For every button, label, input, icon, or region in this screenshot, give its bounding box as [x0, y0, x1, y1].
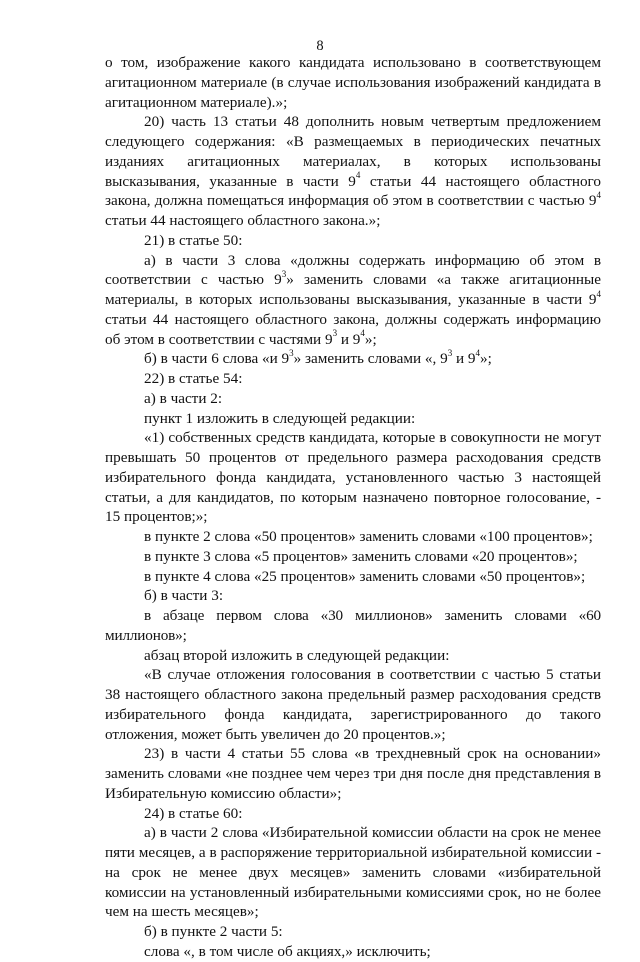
text-run: «В случае отложения голосования в соответствии с частью 5 статьи 38 настоящего областного закона предельный размер расходования средств избирательного фонда кандидата, зарегистрированного до такого отложения, может быть увеличен до 20 процентов.»;: [105, 666, 601, 743]
superscript: 3: [447, 348, 453, 359]
superscript: 3: [281, 269, 287, 280]
text-run: а) в части 3 слова «должны содержать информацию об этом в соответствии с частью 9: [105, 251, 601, 289]
superscript: 4: [360, 328, 365, 339]
paragraph: [105, 665, 601, 744]
text-run: б) в пункте 2 части 5:: [144, 923, 283, 940]
text-run: 22) в статье 54:: [144, 370, 243, 387]
paragraph: [105, 389, 601, 409]
paragraph: [105, 349, 601, 369]
text-run: 20) часть 13 статьи 48 дополнить новым четвертым предложением следующего содержания: «В размещаемых в периодических печатных изданиях агитационных материалах, в которых использованы высказывания, указанные в части 9: [105, 113, 601, 190]
text-run: а) в части 2 слова «Избирательной комиссии области на срок не менее пяти месяцев, а в распоряжение территориальной избирательной комиссии - на срок не менее двух месяцев» заменить словами «избирательной комиссии на установленный избирательными комиссиями срок, но не более чем на шесть месяцев»;: [105, 824, 601, 921]
document-body: [105, 53, 601, 962]
text-run: статьи 44 настоящего областного закона, должна помещаться информация об этом в соответствии с частью 9: [105, 172, 601, 210]
superscript: 3: [289, 348, 294, 359]
text-run: и 9: [337, 330, 361, 348]
text-run: абзац второй изложить в следующей редакции:: [144, 646, 450, 664]
paragraph: [105, 586, 601, 606]
text-run: » заменить словами «а также агитационные материалы, в которых использованы высказывания, указанные в части 9: [105, 271, 601, 308]
paragraph: [105, 428, 601, 527]
text-run: 21) в статье 50:: [144, 231, 243, 249]
text-run: статьи 44 настоящего областного закона, должны содержать информацию об этом в соответствии с частями 9: [105, 310, 601, 348]
paragraph: [105, 744, 601, 803]
text-run: пункт 1 изложить в следующей редакции:: [144, 409, 416, 427]
paragraph: [105, 527, 601, 547]
paragraph: [105, 606, 601, 646]
text-run: в пункте 2 слова «50 процентов» заменить словами «100 процентов»;: [144, 528, 593, 545]
text-run: » заменить словами «, 9: [293, 350, 448, 368]
paragraph: [105, 53, 601, 112]
text-run: в пункте 4 слова «25 процентов» заменить словами «50 процентов»;: [144, 567, 586, 585]
text-run: и 9: [452, 350, 476, 368]
text-run: в пункте 3 слова «5 процентов» заменить словами «20 процентов»;: [144, 547, 578, 565]
paragraph: [105, 567, 601, 587]
text-run: б) в части 6 слова «и 9: [144, 350, 290, 368]
superscript: 3: [332, 328, 338, 339]
text-run: 24) в статье 60:: [144, 804, 243, 822]
paragraph: [105, 251, 601, 350]
paragraph: [105, 646, 601, 666]
text-run: слова «, в том числе об акциях,» исключить;: [144, 942, 431, 960]
text-run: 23) в части 4 статьи 55 слова «в трехдневный срок на основании» заменить словами «не позднее чем через три дня после дня представления в Избирательную комиссию области»;: [105, 745, 601, 802]
paragraph: [105, 942, 601, 962]
text-run: »;: [364, 330, 377, 348]
text-run: б) в части 3:: [144, 587, 224, 605]
superscript: 4: [596, 288, 601, 299]
text-run: а) в части 2:: [144, 389, 223, 407]
paragraph: [105, 112, 601, 231]
text-run: о том, изображение какого кандидата использовано в соответствующем агитационном материале (в случае использования изображений кандидата в агитационном материале).»;: [105, 54, 601, 111]
page-number: 8: [316, 38, 324, 54]
text-run: статьи 44 настоящего областного закона.»;: [105, 212, 381, 229]
text-run: в абзаце первом слова «30 миллионов» заменить словами «60 миллионов»;: [105, 607, 601, 644]
paragraph: [105, 547, 601, 567]
text-run: »;: [480, 350, 492, 368]
paragraph: [105, 922, 601, 942]
superscript: 4: [596, 190, 601, 201]
superscript: 4: [355, 170, 361, 181]
paragraph: [105, 804, 601, 824]
text-run: «1) собственных средств кандидата, которые в совокупности не могут превышать 50 процентов от предельного размера расходования средств избирательного фонда кандидата, установленного частью 3 настоящей статьи, а для кандидатов, по которым назначено повторное голосование, - 15 процентов;»;: [105, 429, 601, 526]
paragraph: [105, 409, 601, 429]
paragraph: [105, 823, 601, 922]
paragraph: [105, 369, 601, 389]
superscript: 4: [475, 348, 481, 359]
paragraph: [105, 231, 601, 251]
